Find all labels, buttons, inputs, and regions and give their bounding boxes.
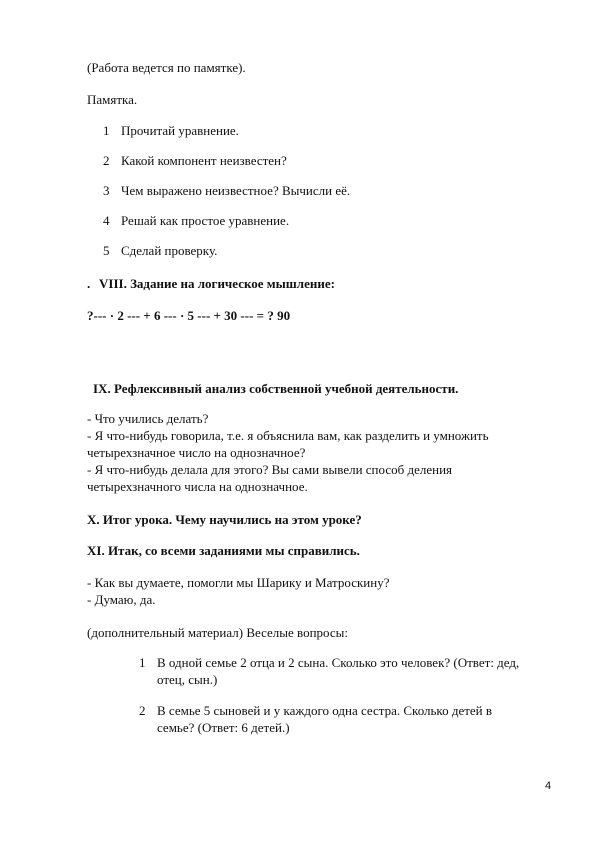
list-item-number: 5 — [103, 243, 110, 258]
list-item-text: Какой компонент неизвестен? — [121, 153, 287, 168]
list-item-number: 4 — [103, 213, 110, 228]
list-item-text: отец, сын.) — [157, 672, 218, 687]
list-item-text: Решай как простое уравнение. — [121, 213, 290, 228]
extra-material-title: (дополнительный материал) Веселые вопросы: — [87, 625, 348, 640]
dialog-line: - Я что-нибудь говорила, т.е. я объяснила вам, как разделить и умножить — [87, 428, 489, 443]
dialog-line: четырехзначного числа на однозначное. — [87, 479, 308, 494]
dialog-line: - Я что-нибудь делала для этого? Вы сами вывели способ деления — [87, 462, 453, 477]
section-8-prefix: . — [87, 276, 91, 291]
list-item-text: Чем выражено неизвестное? Вычисли её. — [121, 183, 351, 198]
dialog-line: четырехзначное число на однозначное? — [87, 445, 306, 460]
page-number: 4 — [545, 780, 552, 792]
list-item-number: 3 — [103, 183, 110, 198]
intro-text: (Работа ведется по памятке). — [87, 60, 246, 75]
list-item-number: 2 — [139, 703, 146, 718]
memo-title: Памятка. — [87, 92, 138, 107]
section-8-title: VIII. Задание на логическое мышление: — [99, 276, 335, 291]
section-11-heading: XI. Итак, со всеми заданиями мы справились. — [87, 543, 360, 558]
section-9-heading: IX. Рефлексивный анализ собственной учебной деятельности. — [93, 381, 459, 396]
list-item-number: 1 — [103, 123, 110, 138]
list-item-text: Сделай проверку. — [121, 243, 218, 258]
dialog-line: - Думаю, да. — [87, 592, 156, 607]
list-item-text: В одной семье 2 отца и 2 сына. Сколько это человек? (Ответ: дед, — [157, 655, 520, 670]
list-item-number: 1 — [139, 655, 146, 670]
dialog-line: - Как вы думаете, помогли мы Шарику и Матроскину? — [87, 575, 390, 590]
list-item-number: 2 — [103, 153, 110, 168]
dialog-line: - Что учились делать? — [87, 411, 209, 426]
list-item-text: Прочитай уравнение. — [121, 123, 239, 138]
list-item-text: семье? (Ответ: 6 детей.) — [157, 720, 290, 735]
list-item-text: В семье 5 сыновей и у каждого одна сестра. Сколько детей в — [157, 703, 493, 718]
section-10-heading: X. Итог урока. Чему научились на этом уроке? — [87, 512, 362, 527]
logic-chain: ?--- · 2 --- + 6 --- · 5 --- + 30 --- = ? 90 — [87, 308, 291, 323]
